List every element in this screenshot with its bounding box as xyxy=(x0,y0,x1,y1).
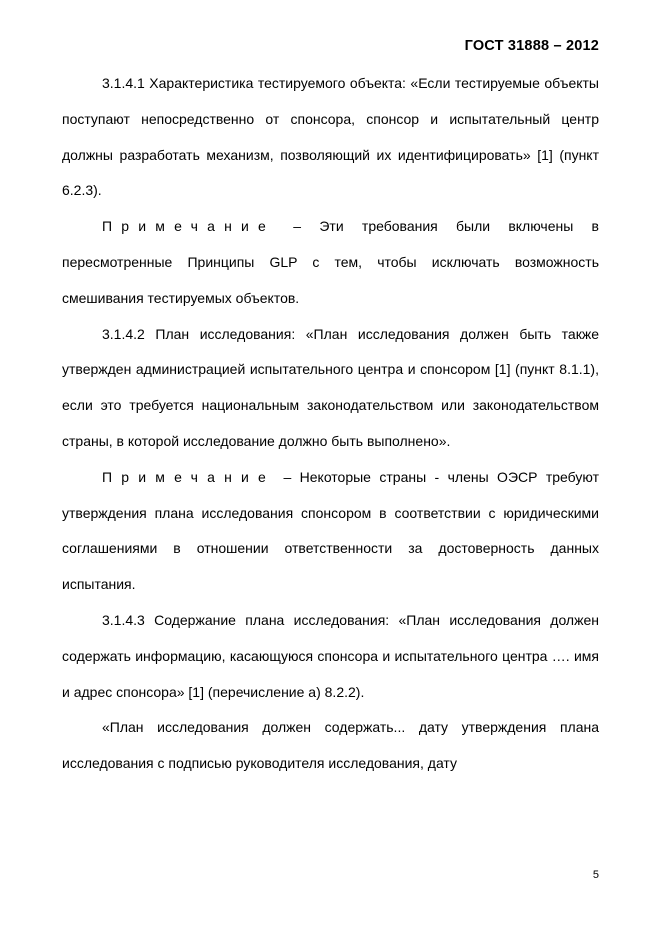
paragraph-3-1-4-1 xyxy=(62,66,599,209)
note-paragraph xyxy=(62,209,599,316)
page-number: 5 xyxy=(592,869,599,881)
body-text xyxy=(62,66,599,782)
paragraph-text: 3.1.4.1 Характеристика тестируемого объекта: «Если тестируемые объекты поступают непосредственно от спонсора, спонсор и испытательный центр должны разработать механизм, позволяющий их идентифицировать» [1] (пункт 6.2.3). xyxy=(62,75,599,199)
note-text: – Некоторые страны - члены ОЭСР требуют утверждения плана исследования спонсором в соответствии с юридическими соглашениями в отношении ответственности за достоверность данных испытания. xyxy=(62,468,599,593)
paragraph-text: 3.1.4.3 Содержание плана исследования: «План исследования должен содержать информацию, касающуюся спонсора и испытательного центра …. имя и адрес спонсора» [1] (перечисление a) 8.2.2). xyxy=(62,611,599,700)
paragraph-text: 3.1.4.2 План исследования: «План исследования должен быть также утвержден администрацией испытательного центра и спонсором [1] (пункт 8.1.1), если это требуется национальным законодательством или законодательством страны, в которой исследование должно быть выполнено». xyxy=(62,325,599,449)
standard-header: ГОСТ 31888 – 2012 xyxy=(464,38,599,54)
note-label: Примечание xyxy=(102,468,276,485)
note-label: Примечание xyxy=(102,218,276,235)
paragraph-3-1-4-2 xyxy=(62,317,599,460)
quote-paragraph xyxy=(62,710,599,782)
paragraph-text: «План исследования должен содержать... дату утверждения плана исследования с подписью руководителя исследования, дату xyxy=(62,719,599,772)
note-paragraph xyxy=(62,460,599,603)
paragraph-3-1-4-3 xyxy=(62,603,599,710)
note-text: – Эти требования были включены в пересмотренные Принципы GLP с тем, чтобы исключать возможность смешивания тестируемых объектов. xyxy=(62,218,599,306)
